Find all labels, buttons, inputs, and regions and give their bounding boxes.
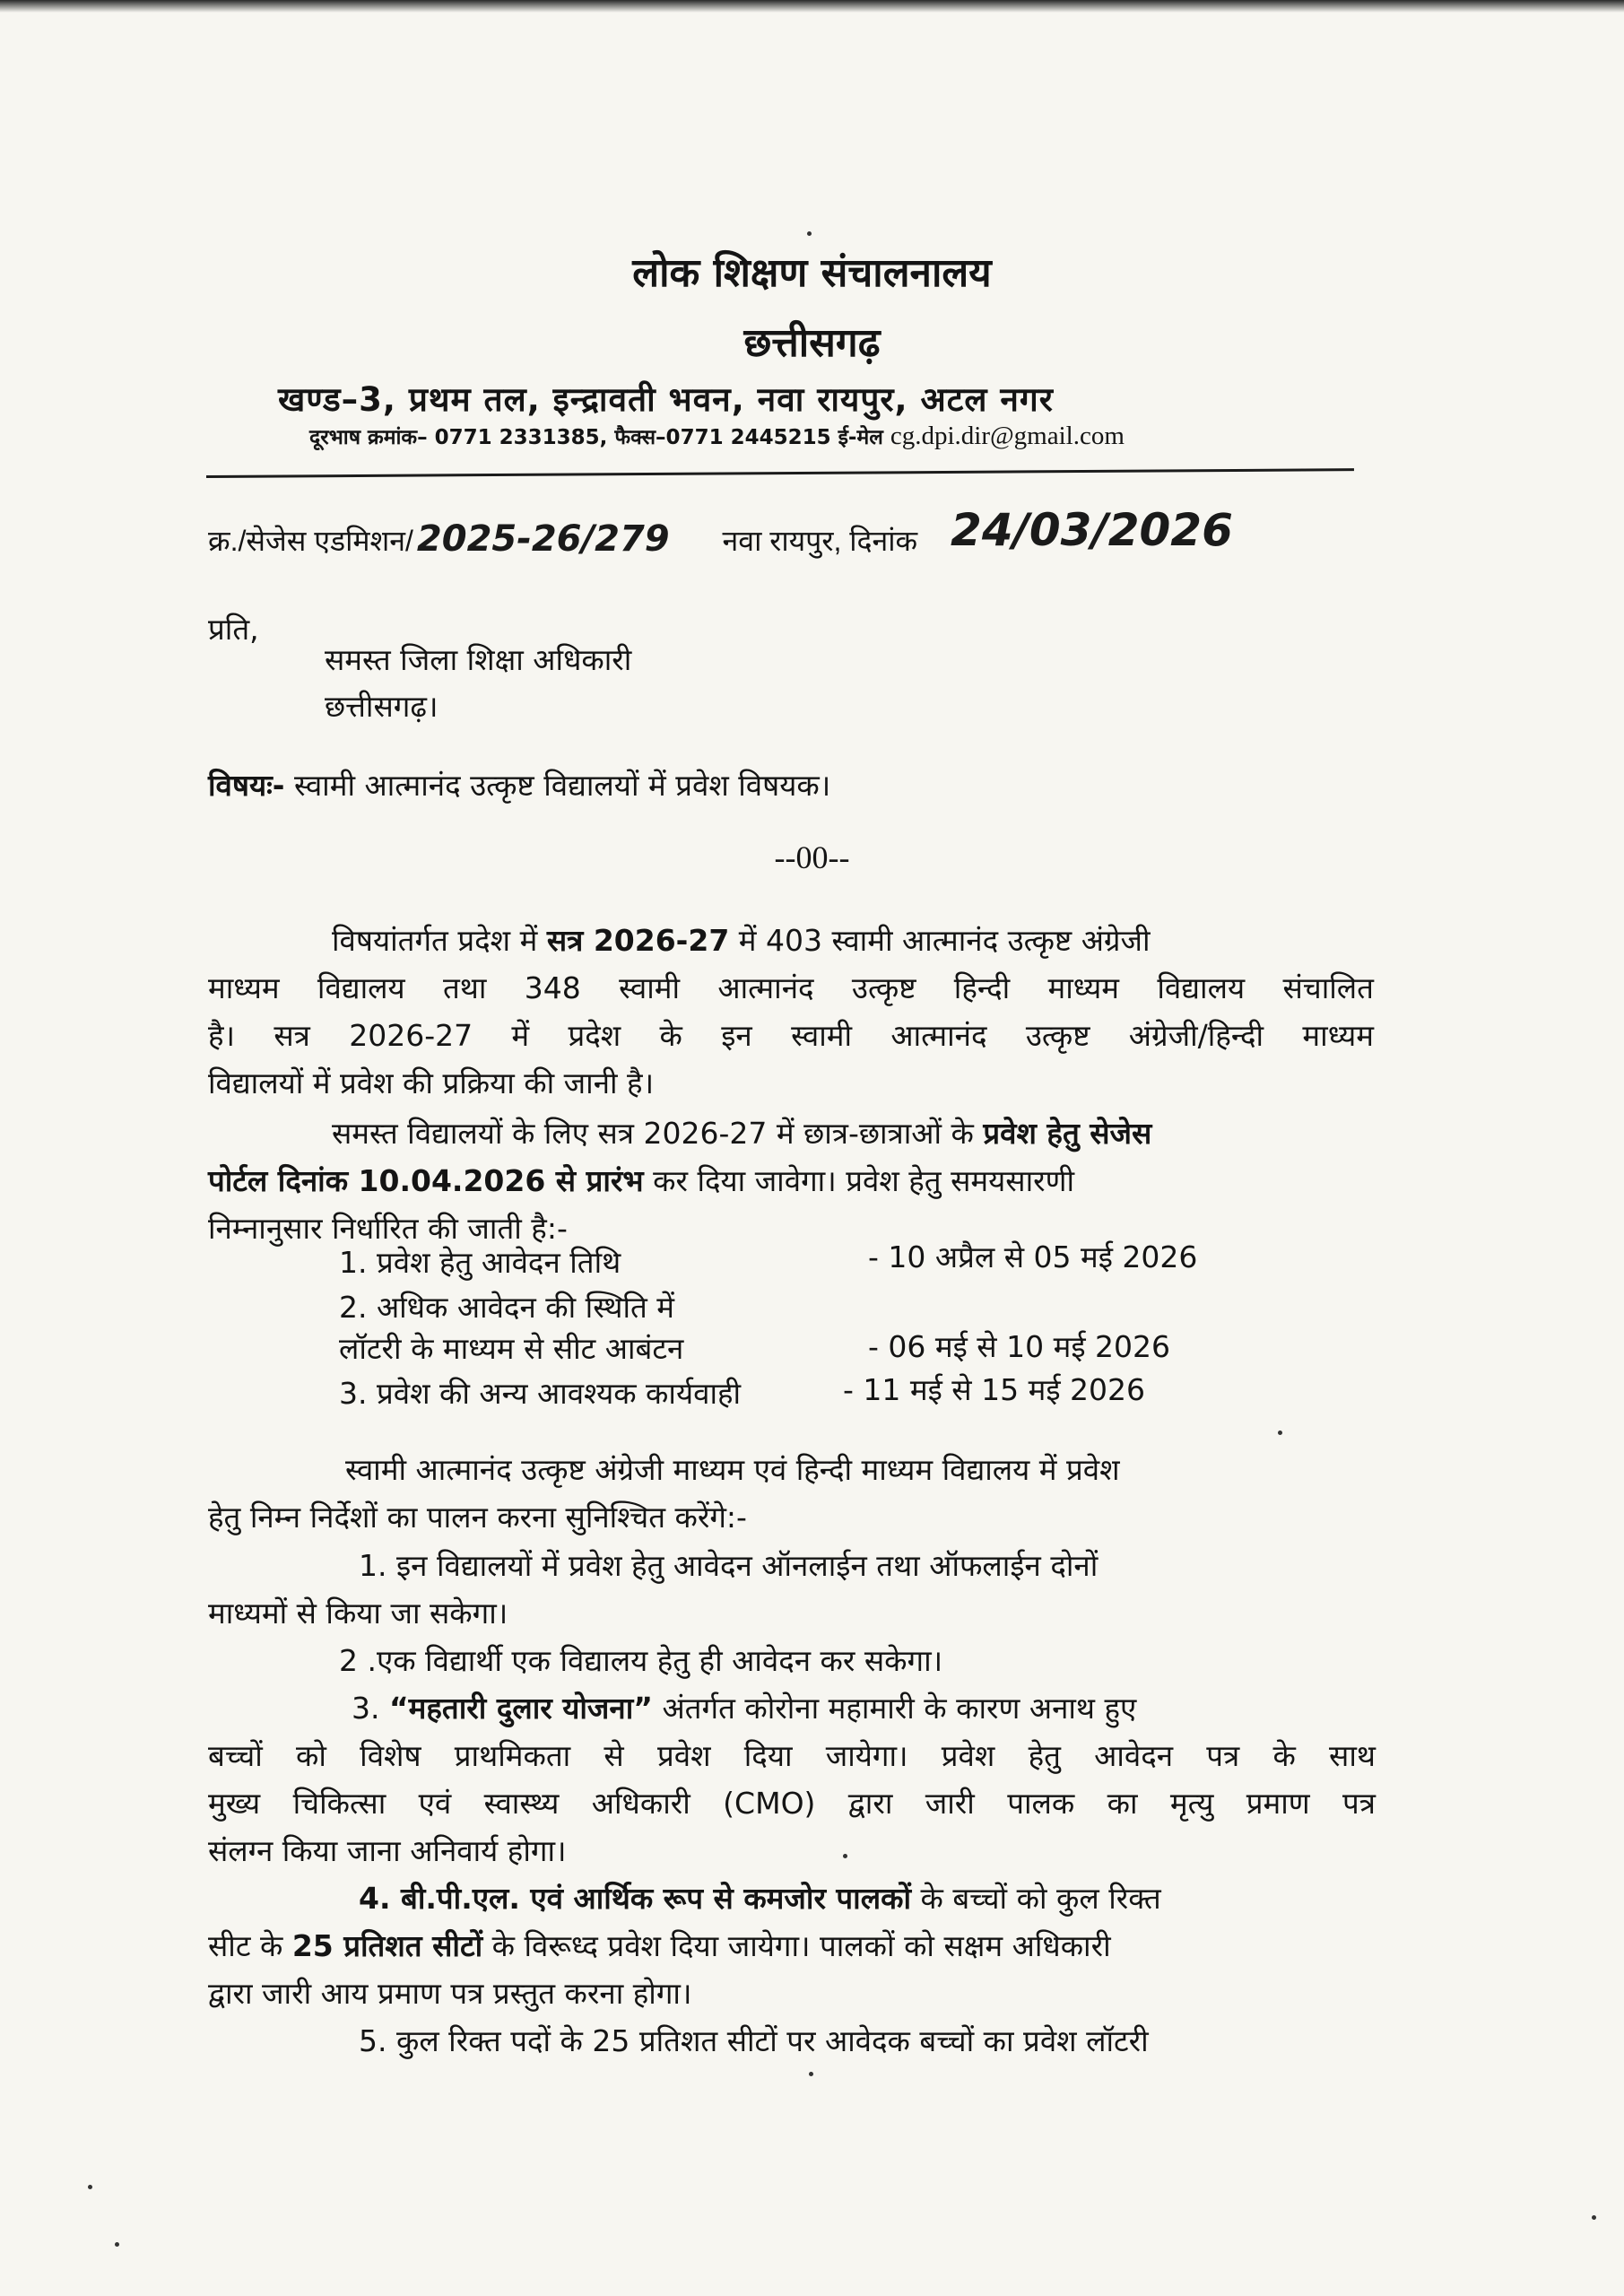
schedule-item-3-value: - 11 मई से 15 मई 2026 (843, 1372, 1145, 1407)
contact-email: cg.dpi.dir@gmail.com (890, 422, 1125, 450)
direction-4-line-2: सीट के 25 प्रतिशत सीटों के विरूध्द प्रवेश दिया जायेगा। पालकों को सक्षम अधिकारी (208, 1928, 1111, 1963)
para2-line-2: पोर्टल दिनांक 10.04.2026 से प्रारंभ कर दिया जावेगा। प्रवेश हेतु समयसारणी (208, 1163, 1075, 1198)
office-state: छत्तीसगढ़ (743, 320, 881, 366)
direction-4-line-3: द्वारा जारी आय प्रमाण पत्र प्रस्तुत करना होगा। (208, 1976, 692, 2011)
para1-line-2: माध्यम विद्यालय तथा 348 स्वामी आत्मानंद उत्कृष्ट हिन्दी माध्यम विद्यालय संचालित (208, 970, 1374, 1005)
schedule-item-2-label-a: 2. अधिक आवेदन की स्थिति में (339, 1290, 675, 1325)
direction-3-line-2: बच्चों को विशेष प्राथमिकता से प्रवेश दिया जायेगा। प्रवेश हेतु आवेदन पत्र के साथ (208, 1738, 1376, 1773)
separator: --00-- (774, 839, 850, 875)
header-divider (206, 468, 1354, 478)
para2-line-1: समस्त विद्यालयों के लिए सत्र 2026-27 में छात्र-छात्राओं के प्रवेश हेतु सेजेस (332, 1116, 1152, 1151)
letter-date: 24/03/2026 (951, 504, 1233, 556)
scan-speck (115, 2242, 119, 2247)
scan-speck (843, 1854, 847, 1858)
para3-line-1: स्वामी आत्मानंद उत्कृष्ट अंग्रेजी माध्यम एवं हिन्दी माध्यम विद्यालय में प्रवेश (345, 1452, 1120, 1487)
direction-3-line-4: संलग्न किया जाना अनिवार्य होगा। (208, 1833, 567, 1868)
schedule-item-3-label: 3. प्रवेश की अन्य आवश्यक कार्यवाही (339, 1376, 742, 1411)
para1-line-4: विद्यालयों में प्रवेश की प्रक्रिया की जानी है। (208, 1065, 655, 1100)
schedule-item-1-label: 1. प्रवेश हेतु आवेदन तिथि (339, 1245, 621, 1280)
reference-line (208, 504, 1233, 561)
direction-1-line-2: माध्यमों से किया जा सकेगा। (208, 1596, 508, 1631)
direction-4-line-1: 4. बी.पी.एल. एवं आर्थिक रूप से कमजोर पालकों के बच्चों को कुल रिक्त (359, 1881, 1161, 1916)
direction-2: 2 .एक विद्यार्थी एक विद्यालय हेतु ही आवेदन कर सकेगा। (339, 1643, 943, 1678)
office-contact (309, 422, 1125, 451)
place-date-label: नवा रायपुर, दिनांक (722, 525, 918, 557)
schedule-item-1-value: - 10 अप्रैल से 05 मई 2026 (868, 1239, 1198, 1274)
para3-line-2: हेतु निम्न निर्देशों का पालन करना सुनिश्चित करेंगे:- (208, 1500, 747, 1535)
direction-5-line-1: 5. कुल रिक्त पदों के 25 प्रतिशत सीटों पर आवेदक बच्चों का प्रवेश लॉटरी (359, 2023, 1149, 2058)
subject-text: स्वामी आत्मानंद उत्कृष्ट विद्यालयों में प्रवेश विषयक। (293, 768, 831, 803)
reference-prefix: क्र./सेजेस एडमिशन/ (208, 525, 413, 557)
office-address: खण्ड–3, प्रथम तल, इन्द्रावती भवन, नवा रायपुर, अटल नगर (278, 380, 1054, 419)
direction-1-line-1: 1. इन विद्यालयों में प्रवेश हेतु आवेदन ऑनलाईन तथा ऑफलाईन दोनों (359, 1548, 1099, 1583)
contact-phone-fax: दूरभाष क्रमांक– 0771 2331385, फैक्स–0771 2445215 ई-मेल (309, 426, 883, 449)
scan-speck (1592, 2215, 1596, 2220)
para2-line-3: निम्नानुसार निर्धारित की जाती है:- (208, 1211, 568, 1246)
addressee-line-2: छत्तीसगढ़। (325, 689, 439, 724)
scan-speck (809, 2072, 813, 2076)
scan-speck (807, 231, 812, 236)
office-name: लोक शिक्षण संचालनालय (632, 250, 992, 296)
direction-3-line-3: मुख्य चिकित्सा एवं स्वास्थ्य अधिकारी (CMO) द्वारा जारी पालक का मृत्यु प्रमाण पत्र (208, 1786, 1376, 1821)
addressee-line-1: समस्त जिला शिक्षा अधिकारी (325, 642, 632, 677)
scan-speck (1278, 1431, 1282, 1435)
schedule-item-2-label-b: लॉटरी के माध्यम से सीट आबंटन (339, 1331, 684, 1366)
scan-top-edge (0, 0, 1624, 13)
subject-label: विषयः- (208, 768, 285, 803)
subject-line (208, 764, 830, 804)
para1-line-3: है। सत्र 2026-27 में प्रदेश के इन स्वामी आत्मानंद उत्कृष्ट अंग्रेजी/हिन्दी माध्यम (208, 1018, 1374, 1053)
schedule-item-2-value: - 06 मई से 10 मई 2026 (868, 1329, 1170, 1364)
direction-3-line-1: 3. “महतारी दुलार योजना” अंतर्गत कोरोना महामारी के कारण अनाथ हुए (352, 1691, 1137, 1726)
to-label: प्रति, (208, 612, 259, 647)
reference-number: 2025-26/279 (416, 518, 670, 560)
para1-line-1: विषयांतर्गत प्रदेश में सत्र 2026-27 में 403 स्वामी आत्मानंद उत्कृष्ट अंग्रेजी (332, 923, 1151, 958)
scan-speck (88, 2185, 92, 2189)
